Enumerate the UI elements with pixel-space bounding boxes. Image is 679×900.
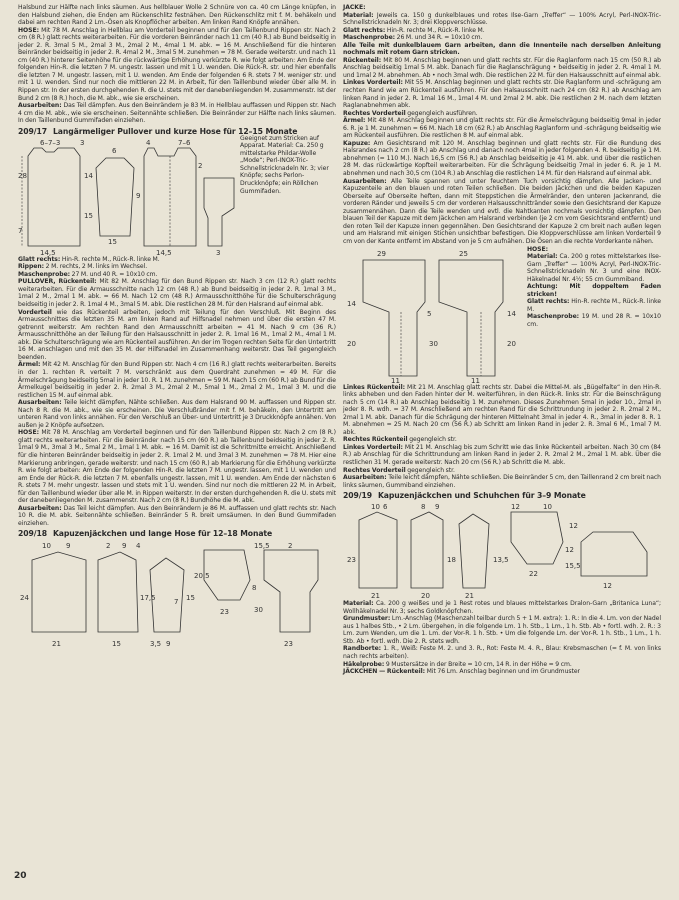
note-text: Alle Teile mit dunkelblauem Garn arbeiten, dann die Innenteile nach derselben Anleitung nochmals mit rotem Garn stricken. (343, 41, 661, 57)
haekel-label: Häkelprobe: (343, 660, 385, 668)
linkes-label: Linkes Vorderteil: (343, 79, 403, 87)
schema4-label-5: 10 (543, 503, 552, 512)
schema1-top-4: 7–6 (178, 138, 191, 147)
aermel-paragraph (18, 361, 336, 399)
schema4-label-9: 21 (371, 592, 380, 601)
right-column (343, 4, 661, 676)
schematic-209-17 (18, 134, 336, 256)
left-column (18, 4, 336, 652)
schema3-label-2: 14 (347, 299, 356, 308)
schema4-label-2: 8 (421, 503, 426, 512)
material-sidebar: Geeignet zum Stricken auf Apparat. Material: Ca. 250 g mittelstarke Phildar-Wolle „Mode“; Perl-INOX-Tric-Schnellstricknadeln Nr. 3; vier Knöpfe; sechs Perlon-Druckknöpfe; ein Röllchen Gummifaden. (240, 134, 329, 195)
hose-material-text: Ca. 200 g rotes mittelstarkes Ilse-Garn „Treffer“ — 100% Acryl, Perl-INOX-Tric-Schnellstricknadeln Nr. 3 und eine INOX-Häkelnadel Nr. 4½; 55 cm Gummiband. (527, 253, 662, 283)
schema2-label-8: 9 (166, 640, 171, 649)
grund-text: Lm.-Anschlag (Maschenzahl teilbar durch 5 + 1 M. extra): 1. R.: In die 4. Lm. von der Nadel aus 1 halbes Stb., • 2 Lm. übergehen, in die folgende Lm. 1 h. Stb., 1 Lm., 1 h. Stb. Ab • fortl. wdh. 2. R.: 3 Lm. zum Wenden, um die 1. Lm. der Vor-R. 1 h. Stb. • Um die folgende Lm. der Vor-R. 1 h. Stb., 1 Lm., 1 h. Stb. Ab • fortl. wdh. Die 2. R. stets wdh. (343, 615, 661, 645)
maschen2-paragraph (527, 313, 661, 328)
schema2-label-5: 21 (52, 640, 61, 649)
heading-number: 209/17 (18, 126, 47, 136)
schema1-top-0: 6–7–3 (40, 138, 61, 147)
heading-number: 209/19 (343, 491, 372, 501)
ausarb3-paragraph (18, 505, 336, 528)
ausarb3-label: Ausarbeiten: (18, 504, 62, 512)
pattern-diagram-pullover (18, 138, 236, 256)
schema3-label-7: 20 (347, 339, 356, 348)
glatt-paragraph (18, 256, 336, 264)
rueck-paragraph (343, 57, 661, 80)
schema4-label-4: 12 (511, 503, 520, 512)
achtung-text: Achtung: Mit doppeltem Faden stricken! (527, 283, 661, 298)
rechtesr-paragraph (343, 436, 661, 444)
schema4-label-16: 22 (529, 570, 538, 579)
schema4-label-6: 12 (569, 522, 578, 531)
r-ausarb-text: Alle Teile spannen und unter feuchtem Tuch vorsichtig dämpfen. Alle Jacken- und Kapuzenteile an den blauen und roten Teilen schließen. Die beiden Jäckchen und die beiden Kapuzen Oberseite auf Oberseite heften, dann mit Steppstichen die Ärmelränder, den unteren Jackenrand, die vorderen Ränder und jeweils 5 cm der vorderen Halsausschnittränder sowie den Gesichtsrand der Kapuze zusammennähen. Dann die Teile wenden und evtl. die Nahtkanten nochmals vorsichtig dämpfen. Den blauen Teil der Kapuze mit dem Jäckchen am Halsrand verbinden (je 2 cm vom Gesichtsrand entfernt) und den roten Teil der Kapuze innen gegennähen. Den Gesichtsrand der Kapuze 2 cm breit nach außen legen und am Halsrand mit einigen Stichen unsichtbar befestigen. Die Kloppverschlüsse am linken Vorderteil 9 cm von der Kante entfernt im Abstand von je 5 cm aufnähen. Die Ösen an die rechte Vorderkante nähen. (343, 177, 661, 245)
schema1-bottom-3: 3 (216, 248, 221, 256)
schematic-trousers (343, 246, 661, 384)
schema4-label-3: 9 (435, 503, 440, 512)
jacke-label: JACKE: (343, 4, 366, 11)
schema1-left-3: 15 (84, 211, 93, 220)
intro-text: Halsbund zur Hälfte nach links säumen. Aus hellblauer Wolle 2 Schnüre von ca. 40 cm Länge knüpfen, in den Halsbund ziehen, die Enden am Rückenschlitz festnähen. Den Rückenschlitz mit f. M. behäkeln und dabei am rechten Rand 2 Lm.-Ösen als Knopflöcher arbeiten. Am linken Rand Knöpfe annähen. (18, 4, 336, 27)
r-glatt-text: Hin-R. rechte M., Rück-R. linke M. (386, 26, 485, 34)
grund-label: Grundmuster: (343, 615, 391, 623)
hose-label: HOSE: (18, 26, 40, 34)
linkesr-label: Linkes Rückenteil: (343, 383, 405, 391)
schema4-label-1: 6 (383, 503, 388, 512)
rechtesr-label: Rechtes Rückenteil (343, 436, 408, 444)
rueck-label: Rückenteil: (343, 56, 382, 64)
schematic-209-19 (343, 502, 661, 600)
schema4-label-7: 23 (347, 556, 356, 565)
glatt-label: Glatt rechts: (18, 255, 61, 263)
mat3-label: Material: (343, 600, 374, 608)
vorderteil-text: wie das Rückenteil arbeiten, jedoch mit Teilung für den Verschluß. Mit Beginn des Armausschnittes die letzten 35 M. am linken Rand auf Hilfsnadel nehmen und über die ersten 47 M. getrennt weiterstr. Am rechten Rand den Armausschnitt arbeiten = 41 M. Nach 9 cm (36 R.) Armausschnitthöhe an der Teilung für den Halsausschnitt in jeder 2. R. 1mal 16 M., 1mal 2 M., 4mal 1 M. abk. Die Schulterschrägung wie am Rückenteil ausführen. An der im Trogen rechten Seite für den Untertritt 16 M. anschlagen und mit den 35 M. der Hilfsnadel im Zusammenhang weiterstr. Das Teil gegengleich beenden. (18, 308, 336, 361)
rand-text: 1. R., Weiß: Feste M. 2. und 3. R., Rot: Feste M. 4. R., Blau: Krebsmaschen (= f. M. von links nach rechts arbeiten). (343, 645, 662, 660)
pattern-diagram-hooded-jacket-small (343, 502, 661, 600)
schema3-label-9: 20 (507, 339, 516, 348)
hose2-paragraph (18, 429, 336, 504)
schema3-label-6: 14 (507, 309, 516, 318)
mat3-text: Ca. 200 g weißes und je 1 Rest rotes und blaues mittelstarkes Dralon-Garn „Britanica Luna“; Wollhäkelnadel Nr. 3; sechs Goldknöpfchen. (343, 600, 661, 615)
schema2-label-0: 10 (42, 542, 51, 551)
linkes-paragraph (343, 79, 661, 109)
schema2-label-9: 7 (174, 598, 179, 607)
schema1-left-4: 2 (198, 161, 203, 170)
schema2-label-17: 23 (220, 608, 229, 617)
r-ausarb-paragraph (343, 178, 661, 246)
schema1-left-5: 7 (18, 226, 23, 235)
rechtes-text: gegengleich ausführen. (407, 109, 478, 117)
hose2-text: Mit 78 M. Anschlag am Vorderteil beginnen und für den Taillenbund Rippen str. Nach 2 cm (8 R.) glatt rechts weiterarbeiten. Für die Beinränder nach 15 cm (60 R.) ab Taillenbund beidseitig in jeder 2. R. 1mal 9 M., 3mal 3 M., 5mal 2 M., 1mal 1 M. abk. = 16 M. Damit ist die Schrittmitte erreicht. Anschließend für die hinteren Beinränder beidseitig in jeder 2. R. 1mal 2 M. und 3mal 3 M. zunehmen = 78 M. Hier eine Markierung anbringen, gerade weiterstr. und nach 15 cm (60 R.) ab Markierung für die Erhöhung verkürzte R. wie folgt arbeiten: Am Ende der folgenden Hin-R. die letzten 7 M. ungestr. lassen, mit 1 U. wenden und am Ende der Rück-R. die letzten 7 M. ebenfalls ungestr. lassen, mit 1 U. wenden. Am Ende der nächsten 6 R. stets 7 M. mehr ungestr. lassen und stets mit 1 U. wenden. Sind nur noch die mittleren 22 M. in Arbeit, für den Taillenbund wieder über alle M. in Rippen weiterstr. In der ersten durchgehenden R. die U. stets mit der danebenliegenden M. zusammenstr. Nach 2 cm (8 R.) Bundhöhe die M. abk. (18, 429, 336, 505)
schema2-label-16: 30 (254, 606, 263, 615)
schema2-label-11: 17,5 (140, 594, 156, 603)
r-ausarb2-text: Teile leicht dämpfen, Nähte schließen. Die Beinränder 5 cm, den Taillenrand 2 cm breit nach links säumen, Gummiband einziehen. (343, 474, 661, 489)
linkesv-text: Mit 21 M. Anschlag bis zum Schritt wie das linke Rückenteil arbeiten. Nach 30 cm (84 R.) ab Anschlag für die Schrittrundung am linken Rand in jeder 2. R. 2mal 2 M., 2mal 1 M. abk. Über die restlichen 31 M. gerade weiterstr. Nach 20 cm (56 R.) ab Schritt die M. abk. (343, 443, 661, 466)
heading-title: Langärmeliger Pullover und kurze Hose für 12–15 Monate (52, 126, 298, 136)
jacke-material-label: Material: (343, 11, 374, 19)
rippen-text: 2 M. rechts, 2 M. links im Wechsel. (45, 263, 148, 271)
hose-heading (527, 246, 661, 254)
glatt2-text: Hin-R. rechte M., Rück-R. linke M. (527, 298, 661, 313)
r-maschen-text: 26 M. und 34 R. = 10x10 cm. (396, 34, 483, 42)
ausarb2-text: Teile leicht dämpfen, Nähte schließen. Aus dem Halsrand 90 M. auffassen und Rippen str. Nach 8 R. die M. abk., wie sie erscheinen. Die Verschlußränder mit f. M. behäkeln, den Untertritt am unteren Rand von links annähen. Für den Verschluß an Über- und Untertritt je 3 Druckknöpfe annähen. Von außen je 2 Knöpfe aufsetzen. (18, 399, 336, 429)
schema2-label-15: 8 (252, 584, 257, 593)
jacke-material (343, 12, 661, 27)
hose-material (527, 253, 661, 283)
schema3-label-5: 5 (427, 309, 432, 318)
achtung-paragraph (527, 283, 661, 298)
ausarb3-text: Das Teil leicht dämpfen. Aus den Beinrändern je 86 M. auffassen und glatt rechts str. Nach 10 R. die M. abk. Seitennähte schließen. Beinränder 5 R. breit umsäumen. In den Bund Gummifaden einziehen. (18, 504, 336, 527)
schema2-label-6: 15 (112, 640, 121, 649)
pullover-label: PULLOVER, Rückenteil: (18, 278, 97, 286)
kapuze-label: Kapuze: (343, 139, 371, 147)
hose2-label: HOSE: (18, 429, 40, 437)
schema1-left-0: 28 (18, 171, 27, 180)
linkesr-paragraph (343, 384, 661, 437)
maschen-paragraph (18, 271, 336, 279)
r-aermel-text: Mit 48 M. Anschlag beginnen und glatt rechts str. Für die Ärmelschrägung beidseitig 9mal in jeder 6. R. je 1 M. zunehmen = 66 M. Nach 18 cm (62 R.) ab Anschlag Raglanform und -schrägung beidseitig wie am Rückenteil ausführen. Die restlichen 8 M. auf einmal abk. (343, 117, 661, 140)
schema2-label-18: 15,5 (254, 542, 270, 551)
schema2-label-1: 9 (66, 542, 71, 551)
ausarb1-paragraph (18, 102, 336, 125)
maschen-label: Maschenprobe: (18, 270, 71, 278)
pullover-paragraph (18, 278, 336, 308)
schema4-label-14: 15,5 (565, 562, 581, 571)
schema1-bottom-0: 14,5 (40, 248, 56, 256)
schema2-label-10: 24 (20, 594, 29, 603)
maschen2-label: Maschenprobe: (527, 313, 580, 321)
linkes-text: Mit 55 M. Anschlag beginnen und glatt rechts str. Die Raglanform und -schrägung am rechten Rand wie am Rückenteil ausführen. Für den Halsausschnitt nach 24 cm (82 R.) ab Anschlag am linken Rand in jeder 2. R. 1mal 16 M., 1mal 4 M. und 2mal 2 M. abk. Die restlichen 2 M. nach dem letzten Raglanabnehmen abk. (343, 79, 662, 110)
grund-paragraph (343, 615, 661, 645)
rechtesv-text: gegengleich str. (407, 466, 455, 474)
schema4-label-12: 13,5 (493, 556, 509, 565)
schema4-label-13: 12 (565, 546, 574, 555)
r-maschen-paragraph (343, 34, 661, 42)
schema2-label-19: 2 (288, 542, 293, 551)
r-aermel-paragraph (343, 117, 661, 140)
schema1-left-2: 9 (136, 191, 141, 200)
rechtesv-paragraph (343, 467, 661, 475)
schematic-209-18 (18, 540, 336, 652)
schema2-label-14: 20,5 (194, 572, 210, 581)
rechtesv-label: Rechtes Vorderteil (343, 466, 406, 474)
schema1-top-3: 4 (146, 138, 151, 147)
kapuze-paragraph (343, 140, 661, 178)
hose-paragraph (18, 27, 336, 102)
schema4-label-8: 18 (447, 556, 456, 565)
schema2-label-2: 2 (106, 542, 111, 551)
heading-209-18 (18, 528, 336, 539)
jaeck-paragraph (343, 668, 661, 676)
schema3-label-0: 29 (377, 249, 386, 258)
ausarb2-label: Ausarbeiten: (18, 399, 62, 407)
haekel-text: 9 Mustersätze in der Breite = 10 cm, 14 R. in der Höhe = 9 cm. (385, 660, 572, 668)
schema2-label-12: 15 (186, 594, 195, 603)
heading-209-19 (343, 490, 661, 501)
schema2-label-13: 23 (284, 640, 293, 649)
page-number: 20 (14, 871, 27, 881)
r-glatt-paragraph (343, 27, 661, 35)
glatt-text: Hin-R. rechte M., Rück-R. linke M. (61, 255, 160, 263)
jaeck-text: Mit 76 Lm. Anschlag beginnen und im Grundmuster (426, 668, 580, 676)
glatt2-label: Glatt rechts: (527, 298, 570, 306)
note-paragraph (343, 42, 661, 57)
heading-title: Kapuzenjäckchen und lange Hose für 12–18 Monate (52, 529, 273, 539)
linkesr-text: Mit 21 M. Anschlag glatt rechts str. Dabei die Mittel-M. als „Bügelfalte“ in den Hin-R. links abheben und den Faden hinter der M. weiterführen, in den Rück-R. links str. Für die Beinschrägung nach 5 cm (14 R.) ab Anschlag beidseitig 1 M. zunehmen. Dieses Zunehmen 5mal in jeder 10., 2mal in jeder 8. R. wdh. = 37 M. Anschließend am rechten Rand für die Schrittrundung in jeder 2. R. 2mal 2 M., 2mal 1 M. abk. Danach für die Schrägung der hinteren Mittelnaht 3mal in jeder 4. R., 3mal in jeder 8. R. 1 M. abnehmen = 25 M. Nach 20 cm (56 R.) ab Schritt am linken Rand in jeder 2. R. 3mal 6 M., 1mal 7 M. abk. (343, 383, 661, 436)
schema3-label-3: 11 (391, 376, 400, 384)
heading-number: 209/18 (18, 529, 47, 539)
linkesv-paragraph (343, 444, 661, 467)
linkesv-label: Linkes Vorderteil: (343, 443, 403, 451)
schema4-label-15: 12 (603, 582, 612, 591)
r-ausarb2-paragraph (343, 474, 661, 489)
schema4-label-11: 20 (421, 592, 430, 601)
heading-title: Kapuzenjäckchen und Schuhchen für 3–9 Monate (377, 491, 586, 501)
r-ausarb-label: Ausarbeiten: (343, 177, 387, 185)
r-aermel-label: Ärmel: (343, 117, 366, 125)
aermel-text: Mit 42 M. Anschlag für den Bund Rippen str. Nach 4 cm (16 R.) glatt rechts weiterarbeiten. Bereits in der 1. rechten R. verteilt 7 M. verschränkt aus dem Querdraht zunehmen = 49 M. Für die Ärmelschrägung beidseitig 5mal in jeder 10. R. 1 M. zunehmen = 59 M. Nach 15 cm (60 R.) ab Bund für die Ärmelkugel beidseitig in jeder 2. R. 2mal 3 M., 2mal 2 M., 5mal 1 M., 2mal 2 M., 1mal 3 M. und die restlichen 15 M. auf einmal abk. (18, 361, 336, 399)
pullover-text: Mit 82 M. Anschlag für den Bund Rippen str. Nach 3 cm (12 R.) glatt rechts weiterarbeiten. Für die Armausschnitte nach 12 cm (48 R.) ab Bund beidseitig in jeder 2. R. 1mal 3 M., 1mal 2 M., 2mal 1 M. abk. = 66 M. Nach 12 cm (48 R.) Armausschnitthöhe für die Schulterschrägung beidseitig in jeder 2. R. 1mal 4 M., 3mal 5 M. abk. Die restlichen 28 M. für den Halsrand auf einmal abk. (18, 278, 336, 309)
r-maschen-label: Maschenprobe: (343, 34, 396, 42)
jaeck-label: JÄCKCHEN — Rückenteil: (343, 668, 426, 676)
rippen-label: Rippen: (18, 263, 45, 271)
r-glatt-label: Glatt rechts: (343, 26, 386, 34)
hose-material-label: Material: (527, 253, 558, 261)
vorderteil-paragraph (18, 309, 336, 362)
rechtesr-text: gegengleich str. (409, 436, 457, 444)
glatt2-paragraph (527, 298, 661, 313)
schema1-top-1: 3 (80, 138, 85, 147)
haekel-paragraph (343, 661, 661, 669)
hose-text: Mit 78 M. Anschlag in Hellblau am Vorderteil beginnen und für den Taillenbund Rippen str. Nach 2 cm (8 R.) glatt rechts weiterarbeiten. Für die vorderen Beinränder nach 11 cm (40 R.) ab Bund beidseitig in jeder 2. R. 3mal 5 M., 2mal 3 M., 2mal 2 M., 4mal 1 M. abk. = 16 M. Anschließend für die hinteren Beinränder beidseitig in jeder 2. R. 4mal 2 M., 3mal 5 M. zunehmen = 78 M. Gerade weiterstr. und nach 11 cm (40 R.) hinterer Seitenhöhe für die rückwärtige Erhöhung verkürzte R. wie folgt arbeiten: Am Ende der folgenden Hin-R. die letzten 7 M. ungestr. lassen und mit 1 U. wenden. Die Rück-R. str. und hier ebenfalls die letzten 7 M. ungestr. lassen, mit 1 U. wenden. Am Ende der folgenden 6 R. stets 7 M. weniger str. und mit 1 U. wenden. Sind nur noch die mittleren 22 M. in Arbeit, für den Taillenbund wieder über alle M. in Rippen str. In der ersten durchgehenden R. die U. stets mit der danebenliegenden M. zusammenstr. Ist der Bund 2 cm (8 R.) hoch, die M. abk., wie sie erscheinen. (18, 26, 337, 102)
pattern-diagram-hooded-jacket (18, 540, 336, 652)
schema2-label-3: 9 (122, 542, 127, 551)
schema1-bottom-2: 15 (108, 237, 117, 246)
ausarb2-paragraph (18, 399, 336, 429)
kapuze-text: Am Gesichtsrand mit 120 M. Anschlag beginnen und glatt rechts str. Für die Rundung des Halsrandes nach 2 cm (8 R.) ab Anschlag und danach noch 4mal in jeder folgenden 4. R. beidseitig je 1 M. abnehmen (= 110 M.). Nach 16,5 cm (56 R.) ab Anschlag beidseitig je 41 M. abk. und über die restlichen 28 M. das rückwärtige Kopfteil weiterarbeiten. Für die Schrägung beidseitig 7mal in jeder 6. R. je 1 M. abnehmen und nach 30,5 cm (104 R.) ab Anschlag die restlichen 14 M. für den Halsrand auf einmal abk. (343, 139, 661, 178)
jacke-heading (343, 4, 661, 12)
schema3-label-4: 11 (471, 376, 480, 384)
schema3-label-8: 30 (429, 339, 438, 348)
schema2-label-4: 4 (136, 542, 141, 551)
rippen-paragraph (18, 263, 336, 271)
r-hose-label: HOSE: (527, 245, 549, 253)
schema3-label-1: 25 (459, 249, 468, 258)
rand-label: Randborte: (343, 645, 382, 653)
rechtes-label: Rechtes Vorderteil (343, 109, 406, 117)
schema1-left-1: 14 (84, 171, 93, 180)
pattern-diagram-trousers (343, 246, 523, 384)
r-ausarb2-label: Ausarbeiten: (343, 474, 387, 482)
maschen-text: 27 M. und 40 R. = 10x10 cm. (71, 270, 158, 278)
aermel-label: Ärmel: (18, 361, 41, 369)
schema4-label-10: 21 (465, 592, 474, 601)
schema1-top-2: 6 (112, 146, 117, 155)
maschen2-text: 19 M. und 28 R. = 10x10 cm. (527, 313, 661, 328)
schema2-label-7: 3,5 (150, 640, 162, 649)
ausarb1-text: Das Teil dämpfen. Aus den Beinrändern je 83 M. in Hellblau auffassen und Rippen str. Nach 4 cm die M. abk., wie sie erscheinen. Seitennähte schließen. Die Beinränder zur Hälfte nach links säumen. In den Taillenbund Gummifaden einziehen. (18, 102, 336, 125)
ausarb1-label: Ausarbeiten: (18, 102, 62, 110)
schema1-bottom-1: 14,5 (156, 248, 172, 256)
vorderteil-label: Vorderteil (18, 308, 52, 316)
rueck-text: Mit 80 M. Anschlag beginnen und glatt rechts str. Für die Raglanform nach 15 cm (50 R.) ab Anschlag beidseitig 1mal 5 M. abk. Danach für die Raglanschrägung • beidseitig in jeder 2. R. 4mal 1 M. und 1mal 2 M. abnehmen. Ab • noch 3mal wdh. Die restlichen 22 M. für den Halsausschnitt auf einmal abk. (343, 56, 661, 79)
mat3-paragraph (343, 600, 661, 615)
schema4-label-0: 10 (371, 503, 380, 512)
hose-sidebar (527, 246, 661, 329)
jacke-material-text: Jeweils ca. 150 g dunkelblaues und rotes Ilse-Garn „Treffer“ — 100% Acryl, Perl-INOX-Tric-Schnellstricknadeln Nr. 3; drei Kloppverschlüsse. (343, 11, 661, 27)
rand-paragraph (343, 645, 661, 660)
